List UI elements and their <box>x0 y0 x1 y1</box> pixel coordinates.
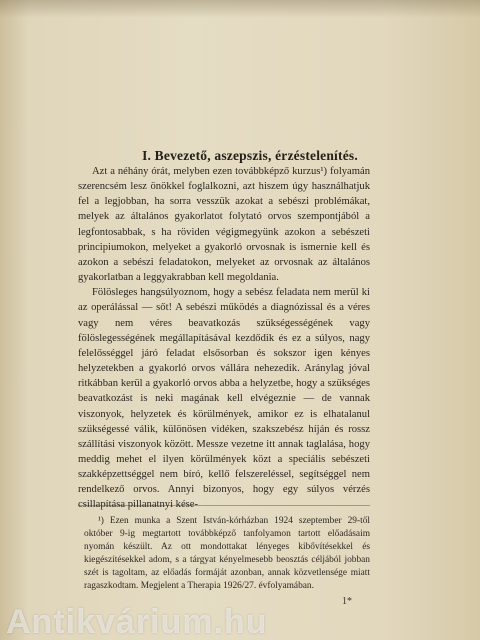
footnote-text: ¹) Ezen munka a Szent István-kórházban 1924 szeptember 29-től október 9-ig megtartott továbbképző tanfolyamon tartott előadásaim nyomán készült. Az ott mondottakat lényeges kibővítésekkel és kiegészítésekkel adom, s a tárgyat kényelmesebb beosztás céljából jobban szét is tagoltam, az előadás formáját azonban, annak közvetlensége miatt ragaszkodtam. Megjelent a Therapia 1926/27. évfolyamában. <box>84 516 370 591</box>
page-edge-shadow <box>0 0 480 18</box>
paragraph: Azt a néhány órát, melyben ezen továbbképző kurzus¹) folyamán szerencsém lesz önökkel foglalkozni, azt hiszem úgy használhatjuk fel a legjobban, ha sorra vesszük azokat a sebészi problémákat, melyek az általános gyakorlatot folytató orvos szempontjából a legfontosabbak, s ha röviden végigmegyünk azokon a sebészeti principiumokon, melyeket a gyakorló orvosnak is ismernie kell és azokon a sebészi feladatokon, melyeket az orvosnak az általános gyakorlatban a leggyakrabban kell megoldania. <box>78 166 370 284</box>
paragraph: Fölösleges hangsúlyoznom, hogy a sebész feladata nem merül ki az operálással — sőt! A sebészi működés a diagnózissal és a véres vagy nem véres beavatkozás szükségességének vagy fölöslegességének megállapításával kezdődik és ez a súlyos, nagy felelősséggel járó feladat elsősorban és sokszor igen kényes helyzetekben a gyakorló orvos vállára nehezedik. Aránylag jóval ritkábban kerül a gyakorló orvos abba a helyzetbe, hogy a szükséges beavatkozást is neki magának kell elvégeznie — de vannak viszonyok, helyzetek és körülmények, amikor ez is elhatalanul szükségessé válik, különösen vidéken, szakszebész híján és rossz szállítási viszonyok között. Messze vezetne itt annak taglalása, hogy meddig mehet el ilyen körülmények közt a speciális sebészeti szakképzettséggel nem bíró, kellő felszereléssel, segítséggel nem rendelkező orvos. Annyi bizonyos, hogy egy súlyos vérzés csillapítása pillanatnyi kése- <box>78 287 370 511</box>
chapter-heading: I. Bevezető, aszepszis, érzéstelenítés. <box>142 148 358 163</box>
signature-mark: 1* <box>342 596 352 607</box>
watermark: Antikvárium.hu <box>6 604 268 640</box>
footnote-divider <box>78 505 370 506</box>
footnote <box>84 515 370 592</box>
body-text <box>78 164 370 513</box>
